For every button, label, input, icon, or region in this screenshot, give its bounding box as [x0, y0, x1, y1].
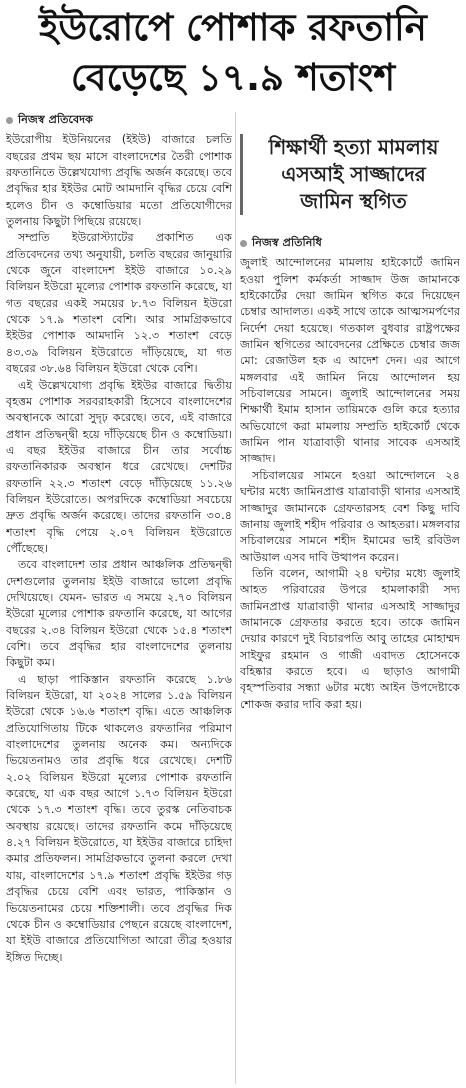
headline-line-1: ইউরোপে পোশাক রফতানি — [39, 6, 427, 49]
headline — [0, 0, 466, 104]
article-1-paragraph: এই উল্লেখযোগ্য প্রবৃদ্ধি ইইউর বাজারে দ্বিতীয় বৃহত্তম পোশাক সরবরাহকারী হিসেবে বাংলাদেশের অবস্থানকে আরো সুদৃঢ় করেছে। তবে, এই বাজারে প্রধান প্রতিদ্বন্দ্বী হয়ে দাঁড়িয়েছে চীন ও কম্বোডিয়া। এ বছর ইইউর বাজারে চীন তার সর্বোচ্চ রফতানিকারক অবস্থান ধরে রেখেছে। দেশটির রফতানি ২২.৩ শতাংশ বেড়ে দাঁড়িয়েছে ১১.২৬ বিলিয়ন ইউরোতে। অপরদিকে কম্বোডিয়া সবচেয়ে দ্রুত প্রবৃদ্ধি অর্জন করেছে। তাদের রফতানি ৩০.৪ শতাংশ বৃদ্ধি পেয়ে ২.০৭ বিলিয়ন ইউরোতে পৌঁছেছে। — [6, 378, 232, 555]
article-1-byline-text: নিজস্ব প্রতিবেদক — [18, 113, 93, 126]
right-column — [240, 112, 460, 1084]
article-2-byline — [240, 235, 460, 251]
article-2-headline-line-2: এসআই সাজ্জাদের — [281, 162, 426, 186]
article-2-paragraph: জুলাই আন্দোলনের মামলায় হাইকোর্টে জামিন হওয়া পুলিশ কর্মকর্তা সাজ্জাদ উজ জামানকে হাইকোর্টের দেয়া জামিন স্থগিত করে দিয়েছেন চেম্বার আদালত। একই সাথে তাকে আত্মসমর্পণের নির্দেশ দেয়া হয়েছে। গতকাল বুধবার রাষ্ট্রপক্ষের জামিন স্থগিতের আবেদনের প্রেক্ষিতে চেম্বার জজ মো: রেজাউল হক এ আদেশ দেন। এর আগে মঙ্গলবার এই জামিন নিয়ে আন্দোলন হয় সচিবালয়ের সামনে। জুলাই আন্দোলনের সময় শিক্ষার্থী ইমাম হাসান তায়িমকে গুলি করে হত্যার অভিযোগে করা মামলায় সম্প্রতি হাইকোর্ট থেকে জামিন পান যাত্রাবাড়ী থানার সাবেক এসআই সাজ্জাদ। — [240, 256, 460, 466]
article-1-paragraph: এ ছাড়া পাকিস্তান রফতানি করেছে ১.৮৬ বিলিয়ন ইউরো, যা ২০২৪ সালের ১.৫৯ বিলিয়ন ইউরো থেকে ১৬.৬ শতাংশ বৃদ্ধি। এতে আঞ্চলিক প্রতিযোগিতায় টিকে থাকলেও রফতানির পরিমাণ বাংলাদেশের তুলনায় অনেক কম। অন্যদিকে ভিয়েতনামও তার প্রবৃদ্ধি ধরে রেখেছে। দেশটি ২.০২ বিলিয়ন ইউরো মূল্যের পোশাক রফতানি করেছে, যা এক বছর আগে ১.৭৩ বিলিয়ন ইউরো থেকে ১৭.৩ শতাংশ বৃদ্ধি। তবে তুরস্ক নেতিবাচক অবস্থায় রয়েছে। তাদের রফতানি কমে দাঁড়িয়েছে ৪.২৭ বিলিয়ন ইউরোতে, যা ইইউর বাজারে চাহিদা কমার প্রতিফলন। সামগ্রিকভাবে তুলনা করলে দেখা যায়, বাংলাদেশের ১৭.৯ শতাংশ প্রবৃদ্ধি ইইউর গড় প্রবৃদ্ধির চেয়ে বেশি এবং ভারত, পাকিস্তান ও ভিয়েতনামের চেয়ে শক্তিশালী। তবে প্রবৃদ্ধির দিক থেকে চীন ও কম্বোডিয়ার পেছনে রয়েছে বাংলাদেশ, যা ইইউ বাজারে প্রতিযোগিতা আরো তীব্র হওয়ার ইঙ্গিত দিচ্ছে। — [6, 672, 232, 964]
article-2-headline — [240, 134, 460, 215]
column-divider — [235, 112, 236, 1084]
headline-line-2: বেড়েছে ১৭.৯ শতাংশ — [70, 56, 396, 99]
bullet-icon — [6, 117, 13, 124]
bullet-icon — [240, 240, 247, 247]
article-1-paragraph: তবে বাংলাদেশ তার প্রধান আঞ্চলিক প্রতিদ্বন্দ্বী দেশগুলোর তুলনায় ইইউ বাজারে ভালো প্রবৃদ্ধি দেখিয়েছে। যেমন- ভারত এ সময়ে ২.৭০ বিলিয়ন ইউরো মূল্যের পোশাক রফতানি করেছে, যা আগের বছরের ২.৩৪ বিলিয়ন ইউরো থেকে ১৫.৪ শতাংশ বেশি। তবে প্রবৃদ্ধির হার বাংলাদেশের তুলনায় কিছুটা কম। — [6, 558, 232, 670]
article-2-paragraph: তিনি বলেন, আগামী ২৪ ঘন্টার মধ্যে জুলাই আহত পরিবারের উপরে হামলাকারী সদ্য জামিনপ্রাপ্ত যাত্রাবাড়ী থানার এসআই সাজ্জাদুর জামানকে গ্রেফতার করতে হবে। তাকে জামিন দেয়ার কারণে দুই বিচারপতি আবু তাহের মোহাম্মদ সাইফুর রহমান ও গাজী এবাদত হোসেনকে বহিষ্কার করতে হবে। এ ছাড়াও আগামী বৃহস্পতিবার সন্ধ্যা ৬টার মধ্যে আইন উপদেষ্টাকে শোকজ করার দাবি করা হয়। — [240, 566, 460, 711]
article-1-byline — [6, 112, 232, 128]
article-2-byline-text: নিজস্ব প্রতিনিধি — [252, 236, 322, 249]
article-2-headline-line-3: জামিন স্থগিত — [300, 189, 407, 213]
article-1-paragraph: ইউরোপীয় ইউনিয়নের (ইইউ) বাজারে চলতি বছরের প্রথম ছয় মাসে বাংলাদেশের তৈরী পোশাক রফতানিতে উল্লেখযোগ্য প্রবৃদ্ধি অর্জন করেছে। তবে প্রবৃদ্ধির হার ইইউর মোট আমদানি বৃদ্ধির চেয়ে বেশি হলেও চীন ও কম্বোডিয়ার মতো প্রতিযোগীদের তুলনায় কিছুটা পিছিয়ে রয়েছে। — [6, 133, 232, 229]
article-1-column — [6, 112, 232, 1084]
article-2-paragraph: সচিবালয়ের সামনে হওয়া আন্দোলনে ২৪ ঘন্টার মধ্যে জামিনপ্রাপ্ত যাত্রাবাড়ী থানার এসআই সাজ্জাদুর জামানকে গ্রেফতারসহ বেশ কিছু দাবি জানায় জুলাই শহীদ পরিবার ও আহতরা। মঙ্গলবার সচিবালয়ের সামনে শহীদ ইমামের ভাই রবিউল আউয়াল এসব দাবি উত্থাপন করেন। — [240, 468, 460, 564]
article-2-headline-line-1: শিক্ষার্থী হত্যা মামলায় — [268, 135, 439, 159]
article-1-paragraph: সম্প্রতি ইউরোস্ট্যাটের প্রকাশিত এক প্রতিবেদনের তথ্য অনুযায়ী, চলতি বছরের জানুয়ারি থেকে জুনে বাংলাদেশ ইইউ বাজারে ১০.২৯ বিলিয়ন ইউরো মূল্যের পোশাক রফতানি করেছে, যা গত বছরের একই সময়ের ৮.৭৩ বিলিয়ন ইউরো থেকে ১৭.৯ শতাংশ বেশি। আর সামগ্রিকভাবে ইইউর পোশাক আমদানি ১২.৩ শতাংশ বেড়ে ৪৩.৩৯ বিলিয়ন ইউরোতে দাঁড়িয়েছে, যা গত বছরের ৩৮.৬৪ বিলিয়ন ইউরো থেকে বেশি। — [6, 231, 232, 376]
